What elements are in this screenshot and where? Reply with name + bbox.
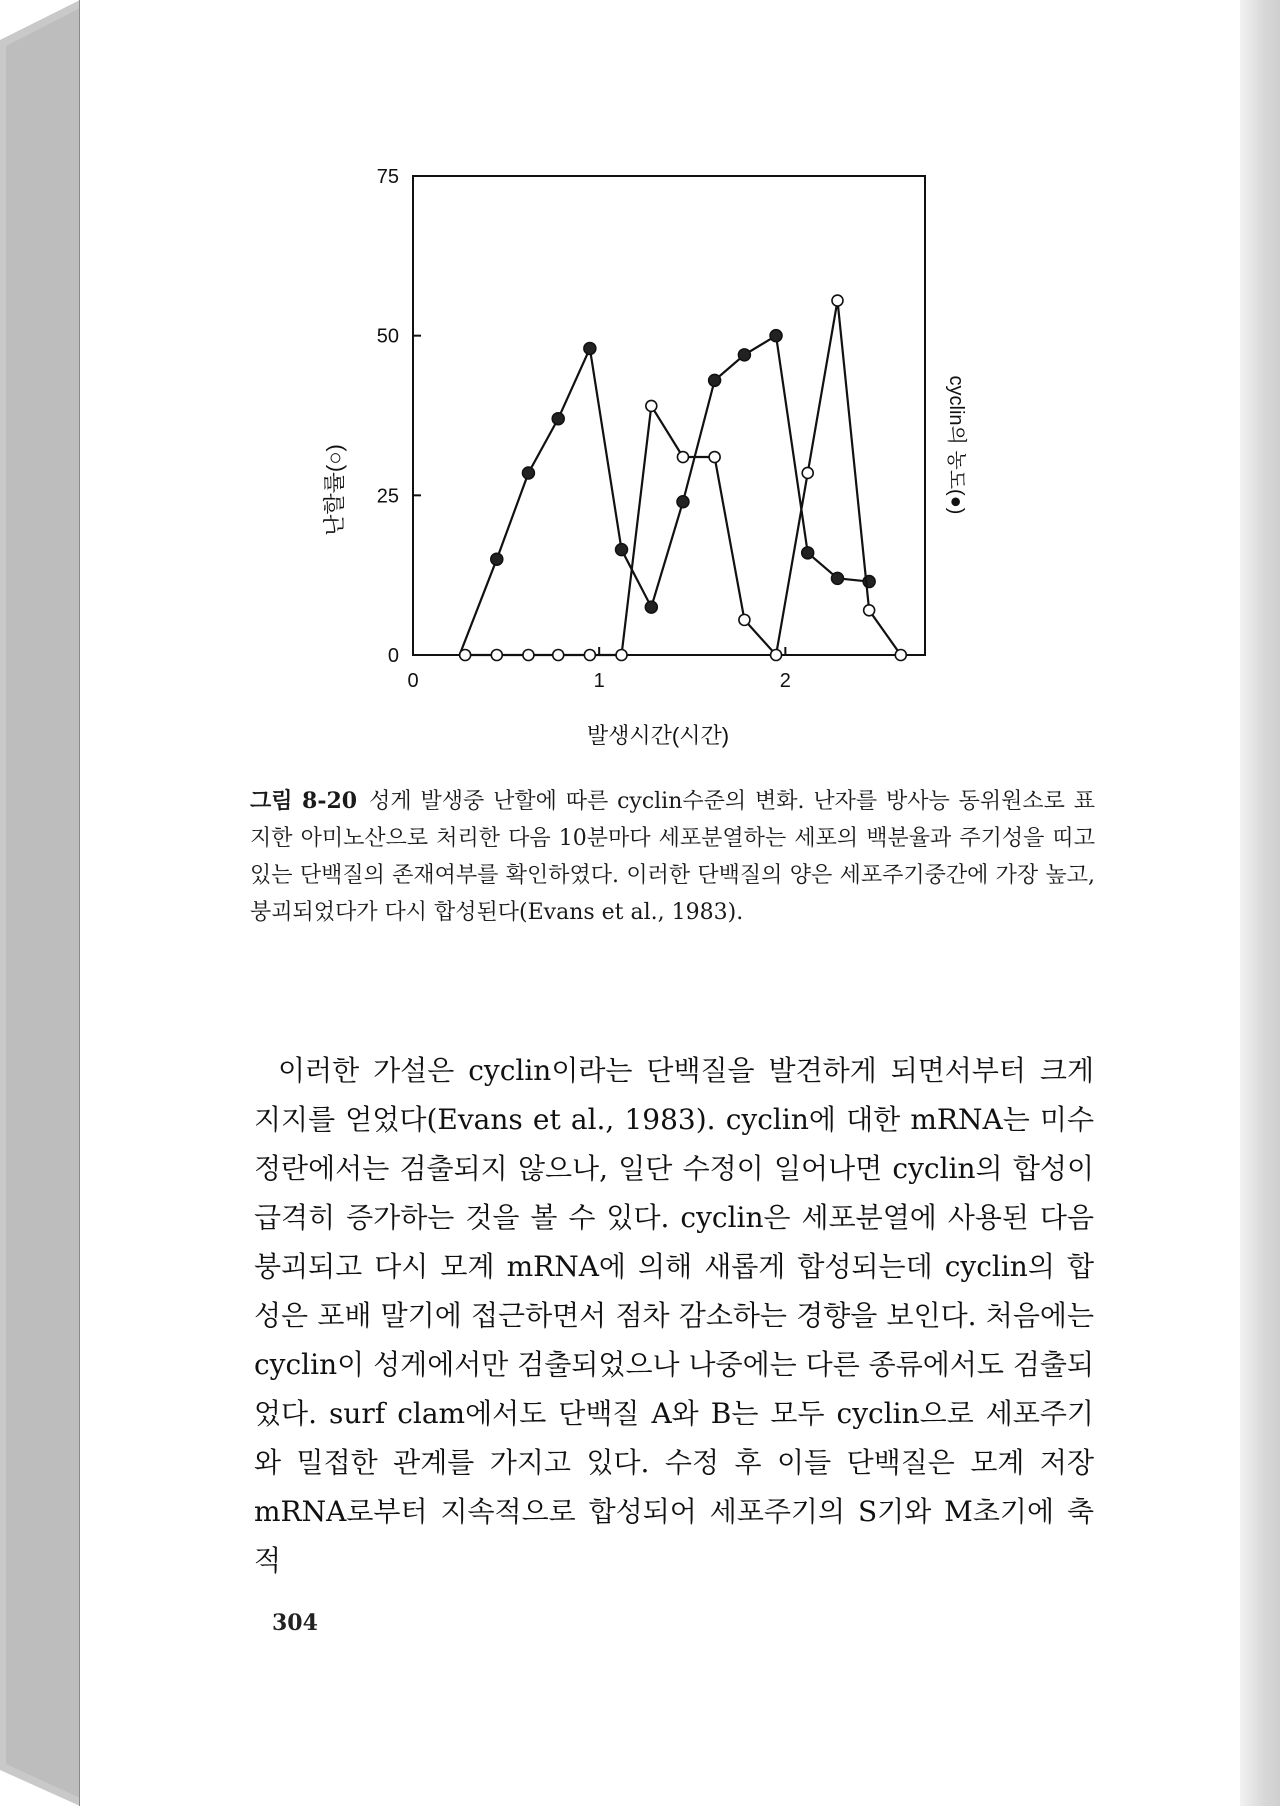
data-point-cleavage [677, 452, 688, 463]
data-point-cyclin [831, 572, 843, 584]
y-tick-label: 25 [376, 485, 399, 508]
data-point-cyclin [770, 330, 782, 342]
y-tick-label: 50 [376, 325, 399, 348]
y-tick-label: 0 [387, 645, 399, 667]
figure-chart [300, 150, 980, 770]
data-point-cyclin [677, 496, 689, 508]
data-point-cleavage [523, 650, 534, 661]
data-point-cyclin [738, 349, 750, 361]
data-point-cyclin [709, 374, 721, 386]
caption-text: 성게 발생중 난할에 따른 cyclin수준의 변화. 난자를 방사능 동위원소로 표지한 아미노산으로 처리한 다음 10분마다 세포분열하는 세포의 백분율과 주기성을 띠고 있는 단백질의 존재여부를 확인하였다. 이러한 단백질의 양은 세포주기중간에 가장 높고, 붕괴되었다가 다시 합성된다(Evans et al., 1983). [250, 789, 1095, 925]
page-number: 304 [272, 1610, 318, 1636]
data-point-cyclin [522, 467, 534, 479]
figure-caption [250, 783, 1095, 931]
y-axis-label-right: cyclin의 농도(●) [945, 375, 967, 515]
data-point-cleavage [491, 650, 502, 661]
data-point-cyclin [584, 342, 596, 354]
page-edge-shadow [1240, 0, 1280, 1806]
x-tick-label: 2 [779, 670, 791, 692]
data-point-cleavage [739, 614, 750, 625]
data-point-cleavage [584, 650, 595, 661]
series-line-cyclin [460, 336, 870, 655]
data-point-cleavage [895, 650, 906, 661]
figure-number: 그림 8-20 [250, 788, 358, 814]
data-point-cleavage [832, 295, 843, 306]
data-point-cyclin [552, 413, 564, 425]
data-point-cleavage [460, 650, 471, 661]
data-point-cyclin [645, 601, 657, 613]
data-point-cyclin [491, 553, 503, 565]
data-point-cleavage [646, 400, 657, 411]
data-point-cleavage [553, 650, 564, 661]
y-axis-label-left: 난할률(○) [322, 444, 347, 536]
data-point-cleavage [864, 605, 875, 616]
x-axis-label: 발생시간(시간) [586, 723, 730, 748]
data-point-cyclin [802, 547, 814, 559]
body-paragraph: 이러한 가설은 cyclin이라는 단백질을 발견하게 되면서부터 크게 지지를 얻었다(Evans et al., 1983). cyclin에 대한 mRNA는 미수정란에서는 검출되지 않으나, 일단 수정이 일어나면 cyclin의 합성이 급격히 증가하는 것을 볼 수 있다. cyclin은 세포분열에 사용된 다음 붕괴되고 다시 모계 mRNA에 의해 새롭게 합성되는데 cyclin의 합성은 포배 말기에 접근하면서 점차 감소하는 경향을 보인다. 처음에는 cyclin이 성게에서만 검출되었으나 나중에는 다른 종류에서도 검출되었다. surf clam에서도 단백질 A와 B는 모두 cyclin으로 세포주기와 밀접한 관계를 가지고 있다. 수정 후 이들 단백질은 모계 저장 mRNA로부터 지속적으로 합성되어 세포주기의 S기와 M초기에 축적 [254, 1054, 1094, 1577]
data-point-cleavage [802, 467, 813, 478]
y-tick-label: 75 [376, 166, 399, 188]
data-point-cyclin [616, 544, 628, 556]
x-tick-label: 1 [593, 670, 605, 692]
data-point-cleavage [616, 650, 627, 661]
data-point-cleavage [771, 650, 782, 661]
body-text [254, 1046, 1094, 1585]
x-tick-label: 0 [407, 670, 419, 692]
data-point-cleavage [709, 452, 720, 463]
